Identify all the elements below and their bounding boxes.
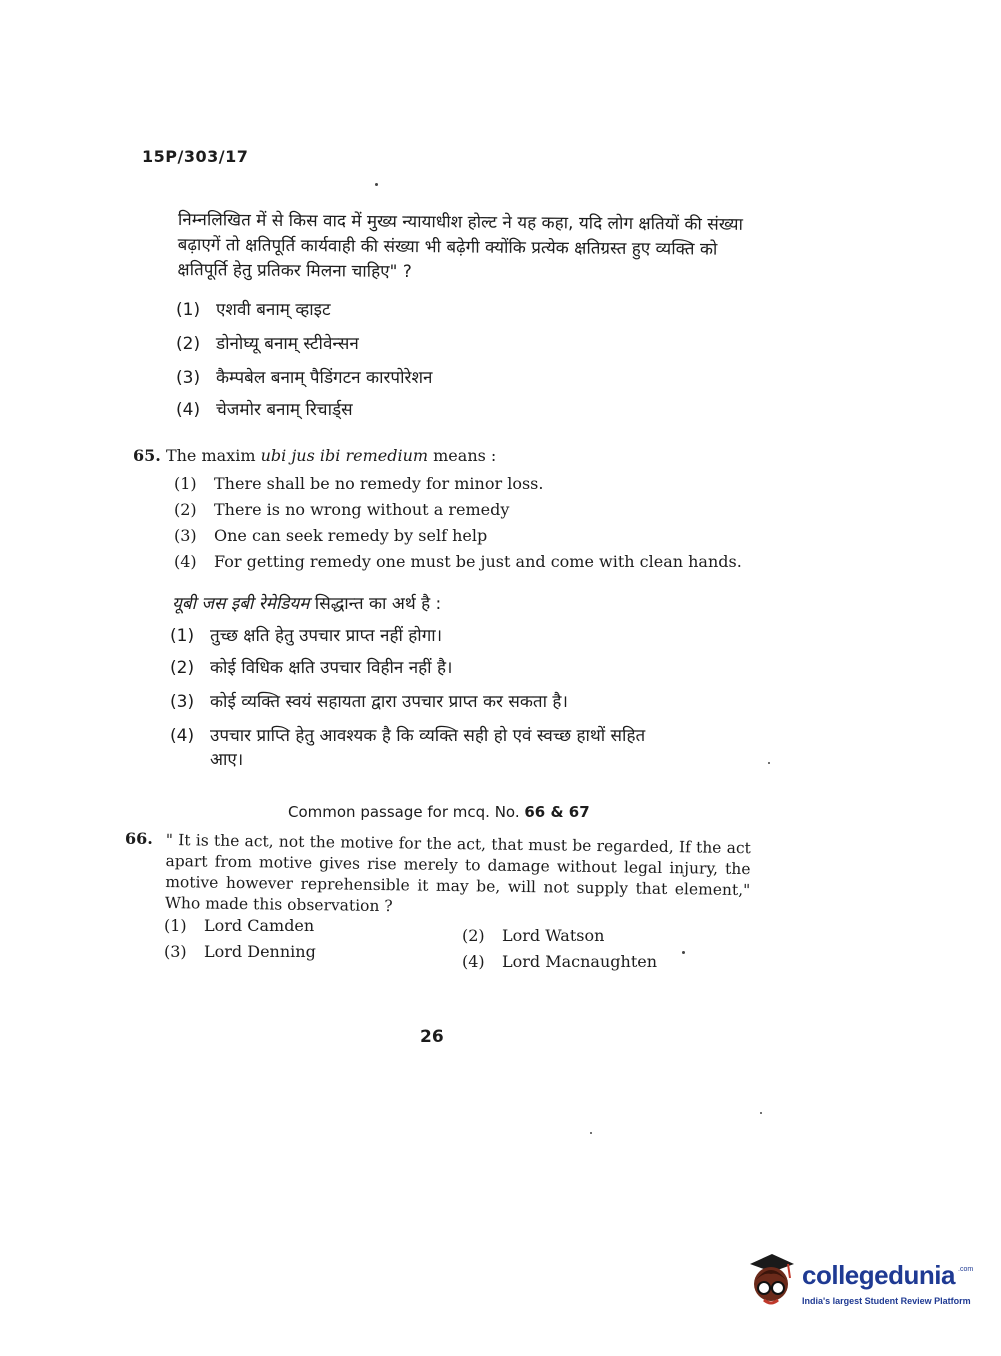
q65-option-hi-3	[170, 690, 568, 715]
paper-code: 15P/303/17	[142, 147, 249, 166]
option-number: (2)	[174, 500, 197, 519]
question-text-hindi: सिद्धान्त का अर्थ है :	[309, 594, 442, 614]
q65-question	[133, 446, 496, 465]
speck	[682, 951, 685, 954]
option-number: (2)	[176, 334, 201, 354]
question-text-end: means :	[428, 446, 497, 465]
speck	[768, 762, 770, 764]
option-number: (3)	[170, 692, 195, 712]
q65-option-hi-4-cont: आए।	[210, 750, 244, 770]
option-number: (2)	[170, 658, 195, 678]
q65-option-hi-1	[170, 624, 442, 649]
option-number: (3)	[164, 942, 187, 961]
maxim-text-hindi: यूबी जस इबी रेमेडियम	[172, 594, 310, 614]
option-text: डोनोघ्यू बनाम् स्टीवेन्सन	[216, 334, 359, 354]
passage-question-range: 66 & 67	[524, 803, 590, 821]
option-number: (1)	[170, 626, 195, 646]
option-text: There shall be no remedy for minor loss.	[214, 474, 544, 493]
option-number: (3)	[174, 526, 197, 545]
q64-option-3	[176, 366, 432, 391]
speck	[590, 1132, 592, 1134]
q64-question-hindi: निम्नलिखित में से किस वाद में मुख्य न्यायाधीश होल्ट ने यह कहा, यदि लोग क्षतियों की संख्या बढ़ाएगें तो क्षतिपूर्ति कार्यवाही की संख्या भी बढ़ेगी क्योंकि प्रत्येक क्षतिग्रस्त हुए व्यक्ति को क्षतिपूर्ति हेतु प्रतिकर मिलना चाहिए" ?	[177, 209, 744, 283]
question-number: 65.	[133, 446, 161, 465]
collegedunia-logo	[742, 1250, 972, 1320]
option-text: कोई व्यक्ति स्वयं सहायता द्वारा उपचार प्राप्त कर सकता है।	[210, 692, 568, 712]
option-text: चेजमोर बनाम् रिचार्ड्स	[216, 400, 353, 420]
option-text: Lord Camden	[204, 916, 315, 935]
option-text: Lord Macnaughten	[502, 952, 658, 971]
option-text: One can seek remedy by self help	[214, 526, 488, 545]
question-text: The maxim	[165, 446, 261, 465]
q65-question-hindi	[172, 592, 441, 617]
passage-title	[288, 803, 590, 821]
option-number: (4)	[176, 400, 201, 420]
option-text: कोई विधिक क्षति उपचार विहीन नहीं है।	[210, 658, 453, 678]
q65-option-en-3	[174, 526, 487, 545]
q65-option-en-4	[174, 552, 742, 571]
q66-option-4	[462, 952, 657, 971]
maxim-text: ubi jus ibi remedium	[260, 446, 429, 465]
option-number: (1)	[176, 300, 201, 320]
option-number: (4)	[174, 552, 197, 571]
option-number: (2)	[462, 926, 485, 945]
option-text: एशवी बनाम् व्हाइट	[216, 300, 331, 320]
option-text: कैम्पबेल बनाम् पैडिंगटन कारपोरेशन	[216, 368, 433, 388]
speck	[760, 1112, 762, 1114]
q66-number: 66.	[125, 829, 153, 848]
q64-option-2	[176, 332, 359, 357]
option-number: (4)	[170, 726, 195, 746]
logo-domain: .com	[958, 1266, 974, 1273]
student-mascot-icon	[742, 1250, 800, 1314]
logo-tagline: India's largest Student Review Platform	[802, 1296, 971, 1306]
option-text: उपचार प्राप्ति हेतु आवश्यक है कि व्यक्ति सही हो एवं स्वच्छ हाथों सहित	[210, 726, 646, 746]
option-number: (3)	[176, 368, 201, 388]
option-number: (1)	[174, 474, 197, 493]
logo-wordmark: collegedunia	[802, 1260, 955, 1290]
passage-title-text: Common passage for mcq. No.	[288, 803, 525, 821]
speck	[375, 183, 378, 186]
q65-option-en-1	[174, 474, 543, 493]
page-number: 26	[420, 1027, 444, 1047]
q64-option-4	[176, 398, 353, 423]
option-number: (1)	[164, 916, 187, 935]
option-text: Lord Watson	[502, 926, 605, 945]
option-text: तुच्छ क्षति हेतु उपचार प्राप्त नहीं होगा।	[210, 626, 443, 646]
q66-option-2	[462, 926, 604, 945]
q66-question: " It is the act, not the motive for the act, that must be regarded, If the act apart from motive gives rise merely to damage without legal injury, the motive however reprehensible it may be, will not supply that element," Who made this observation ?	[164, 830, 751, 916]
q65-option-en-2	[174, 500, 509, 519]
option-text: Lord Denning	[204, 942, 316, 961]
q66-option-3	[164, 942, 316, 961]
q66-option-1	[164, 916, 314, 935]
q65-option-hi-2	[170, 656, 452, 681]
q64-option-1	[176, 298, 331, 323]
option-number: (4)	[462, 952, 485, 971]
q65-option-hi-4	[170, 724, 645, 749]
option-text: For getting remedy one must be just and come with clean hands.	[214, 552, 742, 571]
option-text: There is no wrong without a remedy	[214, 500, 510, 519]
